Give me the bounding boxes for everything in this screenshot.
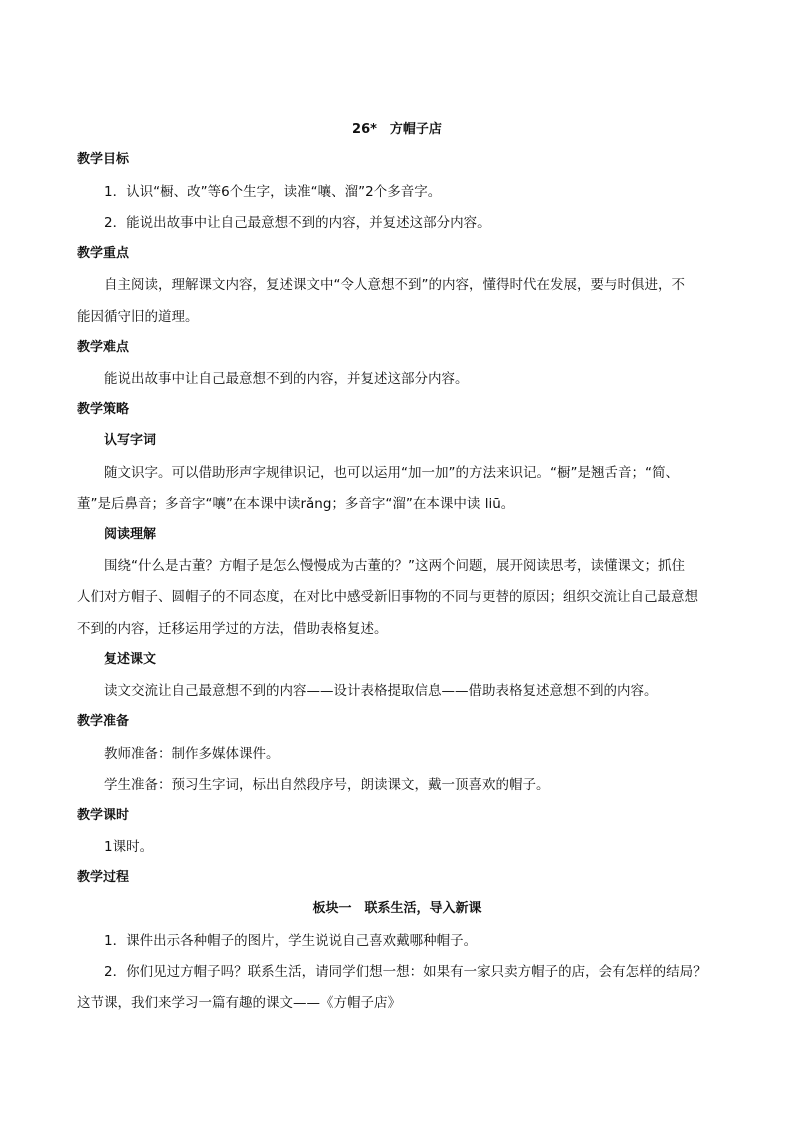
lesson-title: 26* 方帽子店 — [352, 122, 442, 137]
focus-line-2: 能因循守旧的道理。 — [77, 309, 199, 325]
prep-teacher: 教师准备：制作多媒体课件。 — [104, 746, 280, 762]
block-1-item-2-line-1: 2．你们见过方帽子吗？联系生活，请同学们想一想：如果有一家只卖方帽子的店，会有怎样的结局？ — [104, 964, 707, 980]
subheading-words: 认写字词 — [104, 433, 157, 448]
block-1-item-2-line-2: 这节课，我们来学习一篇有趣的课文——《方帽子店》 — [77, 995, 401, 1011]
heading-teaching-goals: 教学目标 — [77, 152, 130, 167]
heading-teaching-process: 教学过程 — [77, 870, 130, 885]
block-1-item-1: 1．课件出示各种帽子的图片，学生说说自己喜欢戴哪种帽子。 — [104, 933, 478, 949]
words-line-2: 董”是后鼻音；多音字“嚷”在本课中读rǎng；多音字“溜”在本课中读 liū。 — [77, 496, 515, 512]
goal-item-1: 1．认识“橱、改”等6个生字，读准“嚷、溜”2个多音字。 — [104, 184, 442, 200]
heading-teaching-prep: 教学准备 — [77, 714, 130, 729]
focus-line-1: 自主阅读，理解课文内容，复述课文中“令人意想不到”的内容，懂得时代在发展，要与时俱进，不 — [104, 277, 685, 293]
heading-teaching-difficulty: 教学难点 — [77, 340, 130, 355]
goal-item-2: 2．能说出故事中让自己最意想不到的内容，并复述这部分内容。 — [104, 215, 491, 231]
difficulty-line-1: 能说出故事中让自己最意想不到的内容，并复述这部分内容。 — [104, 371, 469, 387]
hours-value: 1课时。 — [104, 839, 154, 855]
reading-line-1: 围绕“什么是古董？方帽子是怎么慢慢成为古董的？”这两个问题，展开阅读思考，读懂课文；抓住 — [104, 558, 685, 574]
block-1-title: 板块一 联系生活，导入新课 — [312, 901, 482, 916]
reading-line-3: 不到的内容，迁移运用学过的方法，借助表格复述。 — [77, 621, 388, 637]
reading-line-2: 人们对方帽子、圆帽子的不同态度，在对比中感受新旧事物的不同与更替的原因；组织交流让自己最意想 — [77, 589, 698, 605]
subheading-reading: 阅读理解 — [104, 527, 157, 542]
heading-teaching-hours: 教学课时 — [77, 808, 130, 823]
heading-teaching-focus: 教学重点 — [77, 246, 130, 261]
subheading-retell: 复述课文 — [104, 652, 157, 667]
prep-student: 学生准备：预习生字词，标出自然段序号，朗读课文，戴一顶喜欢的帽子。 — [104, 777, 550, 793]
retell-line-1: 读文交流让自己最意想不到的内容——设计表格提取信息——借助表格复述意想不到的内容。 — [104, 683, 658, 699]
heading-teaching-strategy: 教学策略 — [77, 402, 130, 417]
words-line-1: 随文识字。可以借助形声字规律识记，也可以运用“加一加”的方法来识记。“橱”是翘舌音；“简、 — [104, 465, 679, 481]
